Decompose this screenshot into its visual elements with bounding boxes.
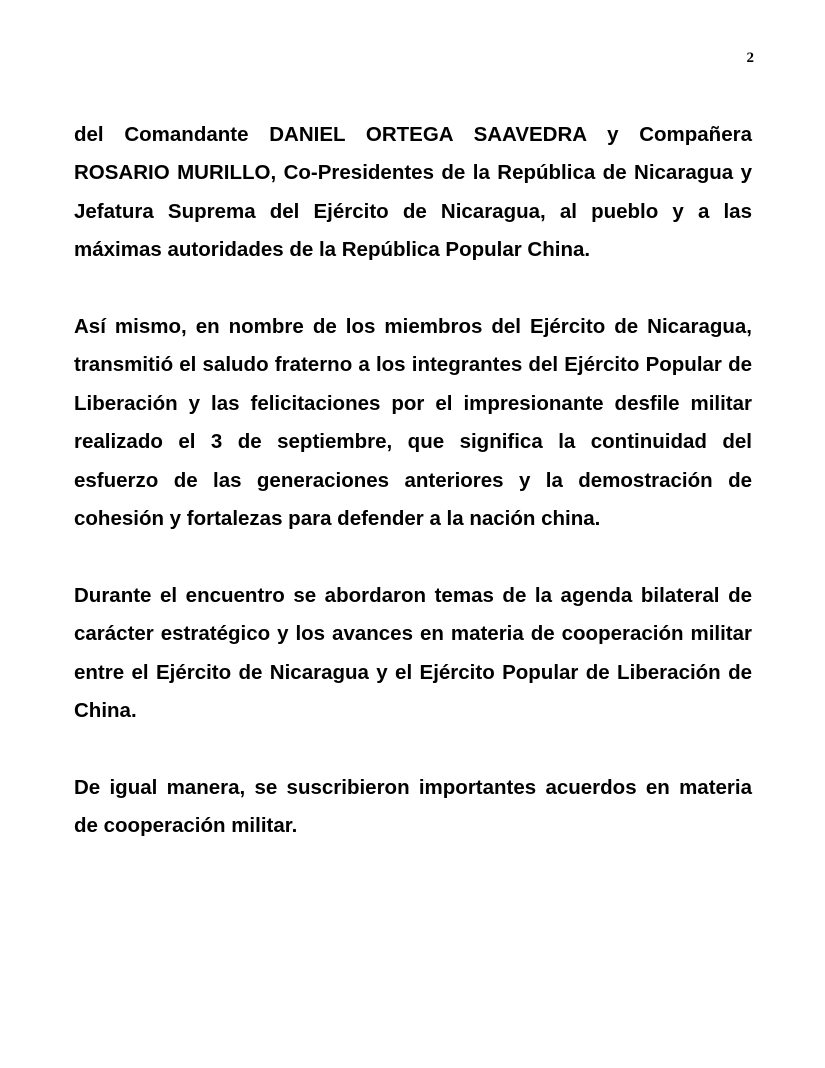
- paragraph-greetings: del Comandante DANIEL ORTEGA SAAVEDRA y Compañera ROSARIO MURILLO, Co-Presidentes de la República de Nicaragua y Jefatura Suprema del Ejército de Nicaragua, al pueblo y a las máximas autoridades de la República Popular China.: [74, 123, 752, 262]
- paragraph-agreements: De igual manera, se suscribieron importantes acuerdos en materia de cooperación militar.: [74, 775, 752, 838]
- document-body: [74, 116, 752, 884]
- page-number: 2: [746, 50, 754, 66]
- paragraph-bilateral-agenda: Durante el encuentro se abordaron temas de la agenda bilateral de carácter estratégico y los avances en materia de cooperación militar entre el Ejército de Nicaragua y el Ejército Popular de Liberación de China.: [74, 583, 752, 723]
- paragraph-fraternal-salute: Así mismo, en nombre de los miembros del Ejército de Nicaragua, transmitió el saludo fraterno a los integrantes del Ejército Popular de Liberación y las felicitaciones por el impresionante desfile militar realizado el 3 de septiembre, que significa la continuidad del esfuerzo de las generaciones anteriores y la demostración de cohesión y fortalezas para defender a la nación china.: [74, 315, 752, 531]
